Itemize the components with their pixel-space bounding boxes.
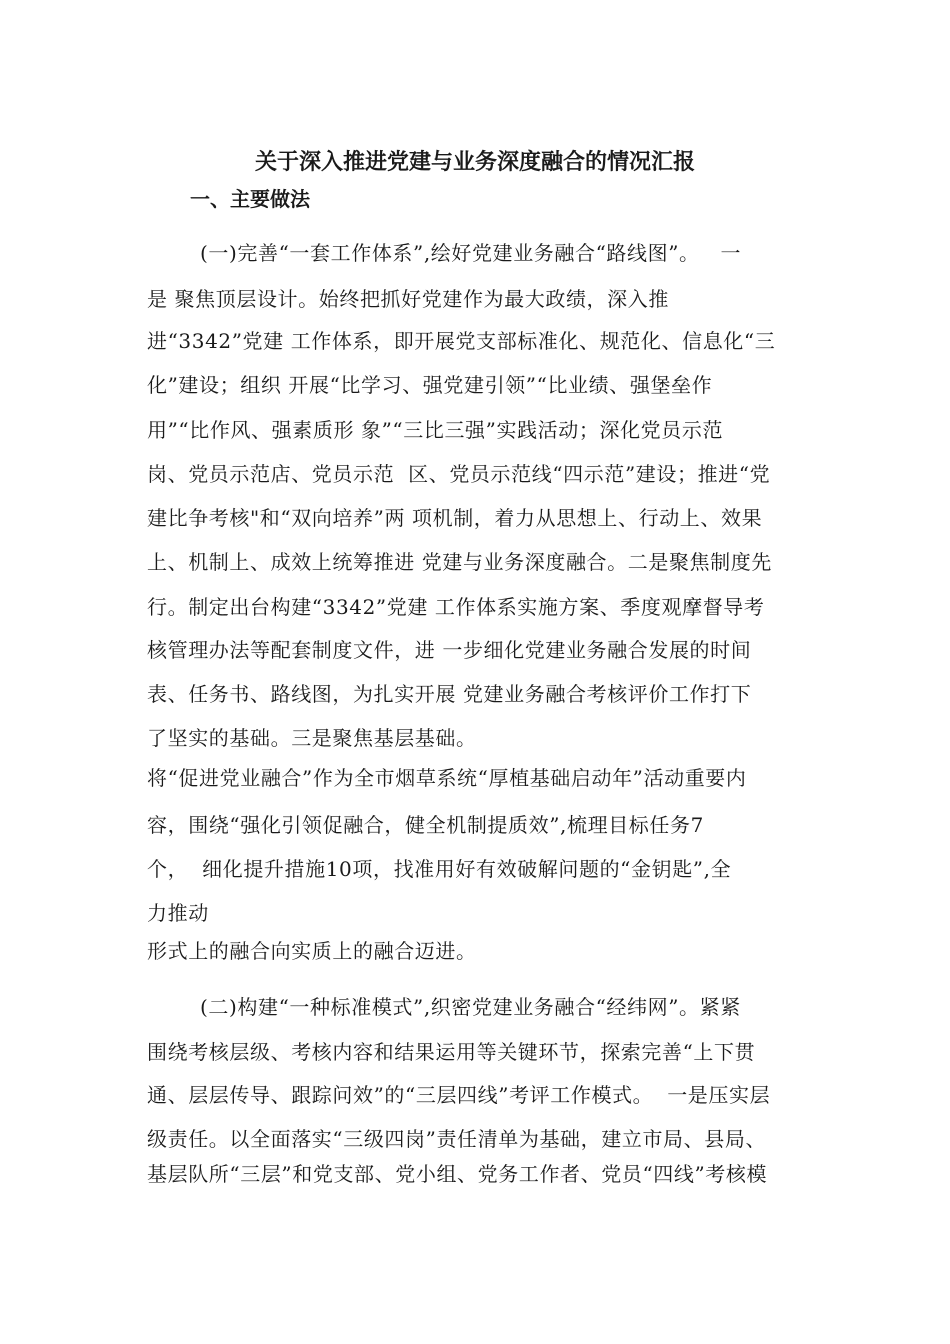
body-line: 是 聚焦顶层设计。始终把抓好党建作为最大政绩，深入推 xyxy=(147,287,669,311)
body-line: 容，围绕“强化引领促融合，健全机制提质效”,梳理目标任务7 xyxy=(147,813,704,837)
body-line: 围绕考核层级、考核内容和结果运用等关键环节，探索完善“上下贯 xyxy=(147,1040,756,1064)
body-line: 基层队所“三层”和党支部、党小组、党务工作者、党员“四线”考核模 xyxy=(147,1162,768,1186)
body-line: 了坚实的基础。三是聚焦基层基础。 xyxy=(147,726,477,750)
body-line: 表、任务书、路线图，为扎实开展 党建业务融合考核评价工作打下 xyxy=(147,682,752,706)
section-heading: 一、主要做法 xyxy=(190,187,310,211)
body-line: 将“促进党业融合”作为全市烟草系统“厚植基础启动年”活动重要内 xyxy=(147,766,747,790)
body-line: 建比争考核"和“双向培养”两 项机制，着力从思想上、行动上、效果 xyxy=(147,506,763,530)
body-line: 岗、党员示范店、党员示范 区、党员示范线“四示范”建设；推进“党 xyxy=(147,462,771,486)
body-line: 核管理办法等配套制度文件，进 一步细化党建业务融合发展的时间 xyxy=(147,638,752,662)
body-line: 级责任。以全面落实“三级四岗”责任清单为基础，建立市局、县局、 xyxy=(147,1127,767,1151)
body-line: (一)完善“一套工作体系”,绘好党建业务融合“路线图”。 一 xyxy=(200,241,742,265)
body-line: 形式上的融合向实质上的融合迈进。 xyxy=(147,939,477,963)
body-line: (二)构建“一种标准模式”,织密党建业务融合“经纬网”。紧紧 xyxy=(200,995,741,1019)
body-line: 行。制定出台构建“3342”党建 工作体系实施方案、季度观摩督导考 xyxy=(147,595,765,619)
body-line: 用”“比作风、强素质形 象”“三比三强”实践活动；深化党员示范 xyxy=(147,418,724,442)
body-line: 通、层层传导、跟踪问效”的“三层四线”考评工作模式。 一是压实层 xyxy=(147,1083,771,1107)
body-line: 进“3342”党建 工作体系，即开展党支部标准化、规范化、信息化“三 xyxy=(147,329,776,353)
body-line: 个， 细化提升措施10项，找准用好有效破解问题的“金钥匙”,全 xyxy=(147,857,732,881)
document-title: 关于深入推进党建与业务深度融合的情况汇报 xyxy=(254,150,695,175)
body-line: 力推动 xyxy=(147,901,209,925)
body-line: 化”建设；组织 开展“比学习、强党建引领”“比业绩、强堡垒作 xyxy=(147,373,713,397)
body-line: 上、机制上、成效上统筹推进 党建与业务深度融合。二是聚焦制度先 xyxy=(147,550,772,574)
